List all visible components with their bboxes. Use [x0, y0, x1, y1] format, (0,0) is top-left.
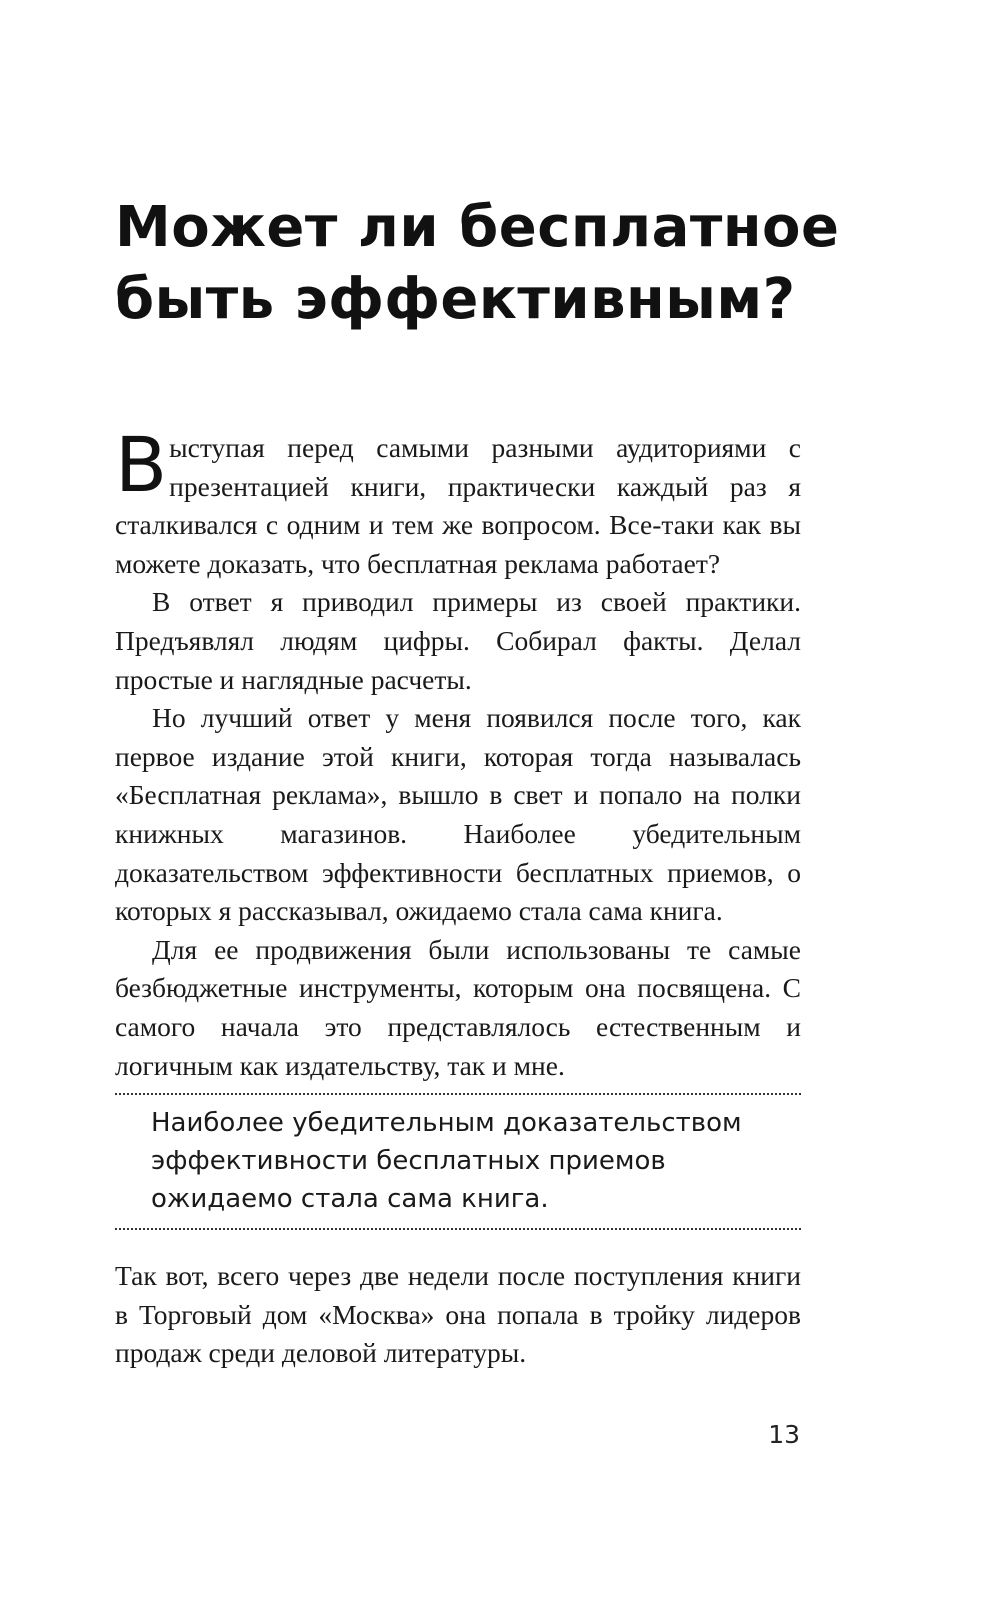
pullquote-bottom-divider — [115, 1228, 801, 1230]
after-quote-text — [115, 1257, 801, 1373]
paragraph-4: Для ее продвижения были использованы те самые безбюджетные инструменты, которым она посвящена. С самого начала это представлялось естественным и логичным как издательству, так и мне. — [115, 933, 801, 1081]
paragraph-5: Так вот, всего через две недели после поступления книги в Торговый дом «Москва» она попала в тройку лидеров продаж среди деловой литературы. — [115, 1260, 801, 1369]
paragraph-1 — [115, 420, 801, 583]
pullquote-top-divider — [115, 1093, 801, 1095]
paragraph-2: В ответ я приводил примеры из своей практики. Предъявлял людям цифры. Собирал факты. Делал простые и наглядные расчеты. — [115, 586, 801, 695]
paragraph-3: Но лучший ответ у меня появился после того, как первое издание этой книги, которая тогда называлась «Бесплатная реклама», вышло в свет и попало на полки книжных магазинов. Наиболее убедительным доказательством эффективности бесплатных приемов, о которых я рассказывал, ожидаемо стала сама книга. — [115, 702, 801, 927]
drop-cap: В — [115, 420, 168, 509]
pullquote: Наиболее убедительным доказательством эффективности бесплатных приемов ожидаемо стала сама книга. — [151, 1108, 742, 1214]
page-number: 13 — [768, 1420, 800, 1449]
chapter-title: Может ли бесплатное быть эффективным? — [115, 195, 840, 332]
body-text — [115, 420, 801, 1085]
paragraph-1-text: ыступая перед самыми разными аудиториями с презентацией книги, практически каждый раз я сталкивался с одним и тем же вопросом. Все-таки как вы можете доказать, что бесплатная реклама работает? — [115, 432, 801, 579]
